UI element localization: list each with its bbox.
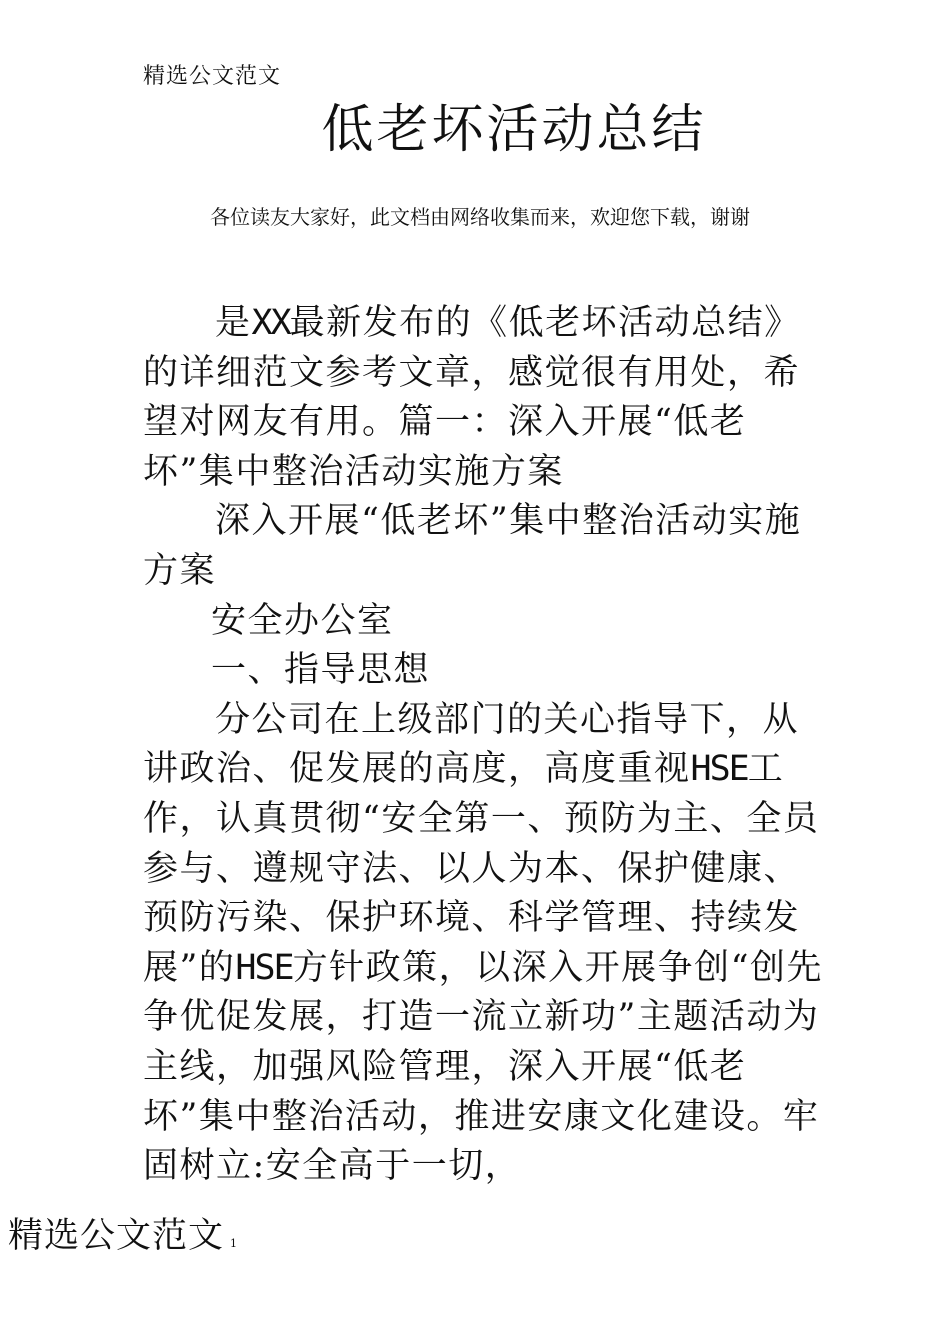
- document-body: [143, 299, 833, 1192]
- footer-label: 精选公文范文: [8, 1216, 225, 1256]
- paragraph: 深入开展“低老坏”集中整治活动实施方案: [143, 501, 802, 591]
- department-line: 安全办公室: [211, 600, 394, 641]
- paragraph: 是XX最新发布的《低老坏活动总结》的详细范文参考文章，感觉很有用处，希望对网友有用。篇一：深入开展“低老坏”集中整治活动实施方案: [143, 303, 801, 492]
- page-header: 精选公文范文: [143, 64, 282, 89]
- page-footer: [8, 1212, 237, 1268]
- document-title: 低老坏活动总结: [321, 100, 707, 160]
- section-heading: 一、指导思想: [211, 650, 431, 691]
- page-number: 1: [230, 1237, 238, 1250]
- intro-note: 各位读友大家好，此文档由网络收集而来，欢迎您下载，谢谢: [210, 205, 750, 229]
- paragraph: 分公司在上级部门的关心指导下，从讲政治、促发展的高度，高度重视HSE工作，认真贯彻“安全第一、预防为主、全员参与、遵规守法、以人为本、保护健康、预防污染、保护环境、科学管理、持续发展”的HSE方针政策，以深入开展争创“创先争优促发展，打造一流立新功”主题活动为主线，加强风险管理，深入开展“低老坏”集中整治活动，推进安康文化建设。牢固树立:安全高于一切，: [143, 699, 824, 1187]
